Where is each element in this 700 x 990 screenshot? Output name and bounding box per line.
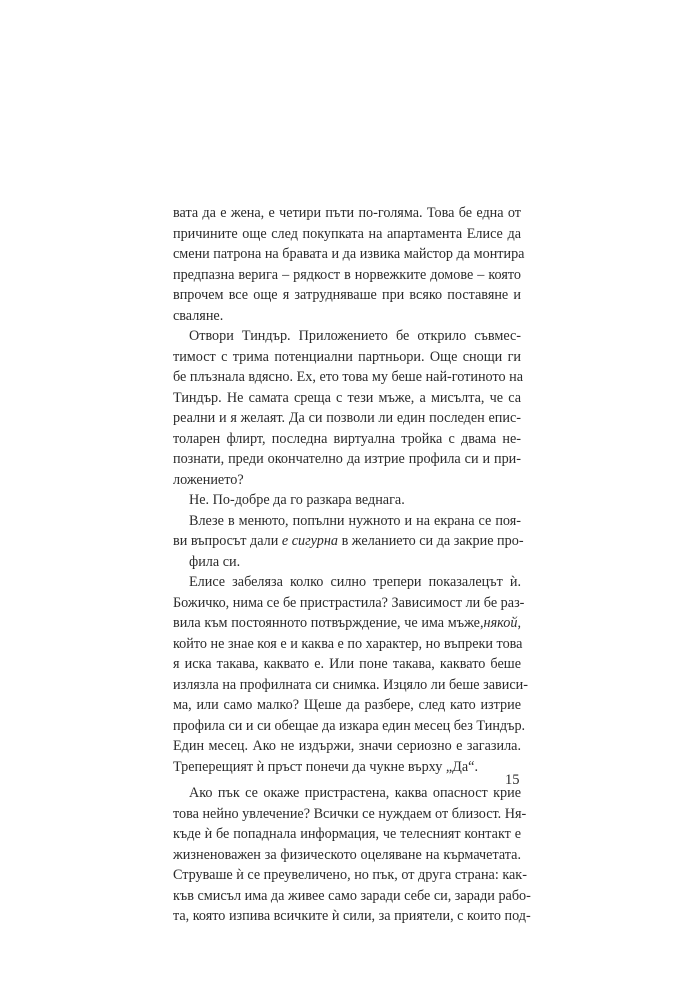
text-line: ложението? bbox=[173, 471, 244, 488]
text-line: Един месец. Ако не издържи, значи сериозно е загазила. bbox=[173, 738, 521, 754]
text-line bbox=[173, 613, 521, 634]
text-line: Не. По-добре да го разкара веднага. bbox=[189, 492, 405, 508]
text-line: впрочем все още я затрудняваше при всяко поставяне и bbox=[173, 287, 521, 303]
text-line: Божичко, нима се бе пристрастила? Зависимост ли бе раз- bbox=[173, 594, 525, 611]
text-line bbox=[173, 531, 524, 552]
page-number: 15 bbox=[505, 772, 520, 788]
italic-text: е сигурна bbox=[281, 533, 339, 549]
text-line: Елисе забеляза колко силно трепери показалецът ѝ. bbox=[189, 574, 521, 590]
text-line: познати, преди окончателно да изтрие профила си и при- bbox=[173, 451, 521, 467]
text-line: това нейно увлечение? Всички се нуждаем от близост. Ня- bbox=[173, 805, 527, 822]
text-segment: в желанието си да закрие про- bbox=[338, 533, 524, 549]
text-line: фила си. bbox=[189, 553, 241, 570]
text-line: я иска такава, каквато е. Или поне такава, каквато беше bbox=[173, 656, 521, 672]
text-line: вата да е жена, е четири пъти по-голяма. Това бе една от bbox=[173, 205, 521, 221]
text-line: къде ѝ бе попаднала информация, че телесният контакт е bbox=[173, 826, 521, 842]
text-line: ма, или само малко? Щеше да разбере, след като изтрие bbox=[173, 697, 521, 713]
text-line: излязла на профилната си снимка. Изцяло ли беше зависи- bbox=[173, 676, 528, 693]
text-line: Ако пък се окаже пристрастена, каква опасност крие bbox=[189, 785, 521, 801]
text-line: Отвори Тиндър. Приложението бе открило съвмес- bbox=[189, 328, 521, 344]
text-line: Влезе в менюто, попълни нужното и на екрана се поя- bbox=[189, 512, 521, 529]
text-line: жизненоважен за физическото оцеляване на кърмачетата. bbox=[173, 846, 521, 863]
text-line: тимост с трима потенциални партньори. Още снощи ги bbox=[173, 348, 521, 365]
text-segment: вила към постоянното потвърждение, че има мъже, bbox=[173, 615, 484, 631]
text-line: който не знае коя е и каква е по характер, но въпреки това bbox=[173, 635, 523, 652]
text-line: Струваше ѝ се преувеличено, но пък, от друга страна: как- bbox=[173, 867, 527, 883]
text-line: смени патрона на бравата и да извика майстор да монтира bbox=[173, 246, 525, 262]
italic-text: някой bbox=[483, 615, 518, 631]
text-line: профила си и си обещае да изкара един месец без Тиндър. bbox=[173, 717, 526, 734]
text-line: причините още след покупката на апартамента Елисе да bbox=[173, 225, 521, 242]
text-line: предпазна верига – рядкост в норвежките домове – която bbox=[173, 266, 521, 283]
text-line: толарен флирт, последна виртуална тройка с двама не- bbox=[173, 430, 521, 447]
text-line: Тиндър. Не самата среща с тези мъже, а мисълта, че са bbox=[173, 389, 521, 406]
text-segment: ви въпросът дали bbox=[173, 533, 282, 549]
text-line: реални и я желаят. Да си позволи ли един последен епис- bbox=[173, 410, 521, 426]
text-line: бе плъзнала вдясно. Ех, ето това му беше най-готиното на bbox=[173, 369, 523, 385]
text-segment: , bbox=[517, 615, 521, 631]
body-text bbox=[173, 203, 531, 927]
text-line: Треперещият ѝ пръст понечи да чукне върху „Да“. bbox=[173, 758, 478, 775]
text-line: къв смисъл има да живее само заради себе си, заради рабо- bbox=[173, 887, 531, 904]
text-line: та, която изпива всичките ѝ сили, за приятели, с които под- bbox=[173, 908, 531, 924]
text-line: сваляне. bbox=[173, 307, 224, 324]
